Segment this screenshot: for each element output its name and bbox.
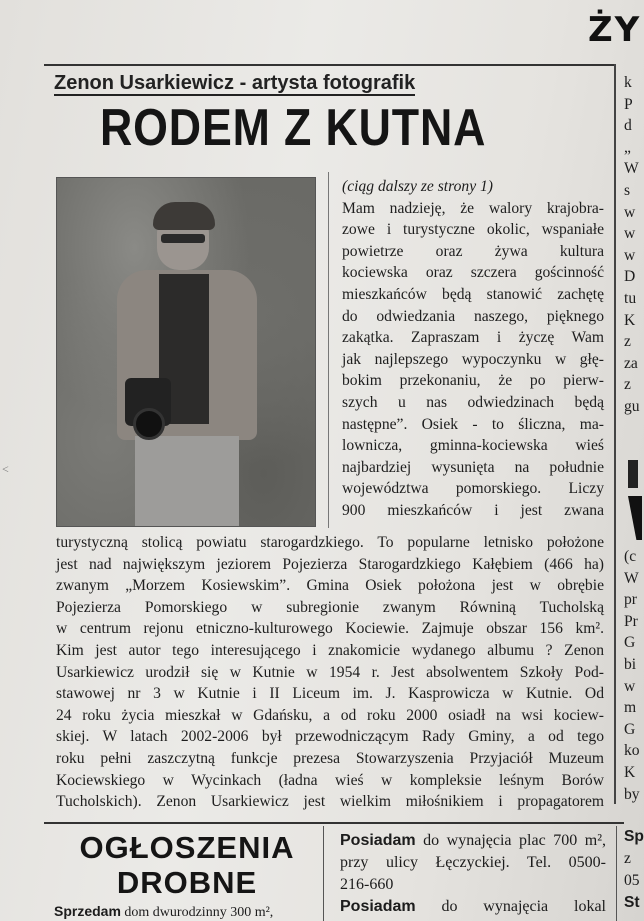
camera-icon [125,378,171,426]
margin-mark: < [2,462,9,476]
text-line: lownicza, gminna-kociewska wieś [342,437,604,455]
text-line: zakątka. Zapraszam i życzę Wam [342,329,604,347]
text-line: 24 roku życia mieszkał w Gdańsku, a od roku 2000 osiadł na wsi kociew- [56,706,604,724]
classified-ad-line: Posiadam do wynajęcia lokal [340,898,606,915]
masthead-fragment: ŻY [588,10,642,50]
classified-ad-sale: Sprzedam dom dwurodzinny 300 m², [54,903,274,920]
adjacent-column-fragments: k P d „ W s w w w D tu K z za z gu [624,74,640,415]
text-line: Mam nadzieję, że walory krajobra- [342,199,604,217]
text-line: 900 mieszkańców i jest zwana [342,501,604,519]
narrow-text-column [342,176,604,522]
text-line: bokim przekonaniu, że po pierw- [342,372,604,390]
photographer-figure [127,208,247,526]
text-line: Pojezierza Pomorskiego w subregionie zwanym Równiną Tucholską [56,598,604,616]
text-line: zwanym „Morzem Kosiewskim”. Gmina Osiek położona jest w obrębie [56,577,604,595]
classifieds-divider-1 [323,826,324,921]
adjacent-classifieds-fragments: Sp z 05 St [624,828,644,911]
text-line: turystyczną stolicą powiatu starogardzkiego. To popularne letnisko położone [56,534,604,551]
classifieds-title-1: OGŁOSZENIA [79,830,295,865]
classifieds-divider-2 [616,826,617,921]
text-line: zowe i turystyczne okolic, wspaniałe [342,221,604,239]
text-line: kociewska oraz szczera gościnność [342,264,604,282]
top-rule [44,64,614,66]
text-line: mieszkańców będą stanowić zachętę [342,285,604,303]
adjacent-headline-fragment [628,460,638,488]
text-line: jak najlepszego wypoczynku w głę- [342,350,604,368]
continued-note: (ciąg dalszy ze strony 1) [342,178,494,195]
adjacent-headline-fragment-2 [628,496,642,540]
text-line: następne”. Osiek - to śliczna, ma- [342,415,604,433]
text-line: powietrze oraz żywa kultura [342,242,604,260]
classified-ad-line: 216-660 [340,876,394,893]
classified-ad-line: Posiadam do wynajęcia plac 700 m², [340,832,606,849]
classifieds-heading [62,830,312,900]
column-rule-right [614,64,616,804]
classified-ad-line: przy ulicy Łęczyckiej. Tel. 0500- [340,854,606,871]
text-line: skiej. W latach 2002-2006 był przewodniczącym Rady Gminy, a od tego [56,728,604,746]
wide-text-column [56,532,604,813]
text-line: Tucholskich). Zenon Usarkiewicz jest wielkim miłośnikiem i propagatorem [56,793,604,811]
text-line: jest nad największym jeziorem Pojezierza Starogardzkiego Kałębiem (466 ha) [56,555,604,573]
text-line: szych u nas odwiedzinach będą [342,393,604,411]
article-subtitle: Zenon Usarkiewicz - artysta fotografik [54,72,416,94]
classified-ads-column [340,830,606,918]
text-line: województwa pomorskiego. Liczy [342,480,604,498]
text-line: Kociewskiego w Wycinkach (ładna wieś w kompleksie leśnym Borów [56,771,604,789]
classifieds-title-2: DROBNE [116,865,258,900]
text-line: najbardziej wysunięta na południe [342,458,604,476]
bottom-rule [44,822,624,824]
text-line: do odwiedzania naszego, pięknego [342,307,604,325]
text-line: roku pełni zaszczytną funkcje prezesa Stowarzyszenia Przyjaciół Muzeum [56,749,604,767]
text-line: w centrum rejonu etniczno-kulturowego Kociewie. Zajmuje obszar 156 km². [56,620,604,638]
text-line: stawowej nr 3 w Kutnie i II Liceum im. J. Kasprowicza w Kutnie. Od [56,685,604,703]
adjacent-column-fragments-2: (c W pr Pr G bi w m G ko K by [624,548,640,803]
portrait-photo [56,177,316,527]
photo-side-rule [328,172,329,528]
text-line: Kim jest autor tego interesującego i znakomicie wydanego albumu ? Zenon [56,641,604,659]
article-headline: RODEM Z KUTNA [100,99,487,157]
text-line: Usarkiewicz urodził się w Kutnie w 1954 r. Jest absolwentem Szkoły Pod- [56,663,604,681]
